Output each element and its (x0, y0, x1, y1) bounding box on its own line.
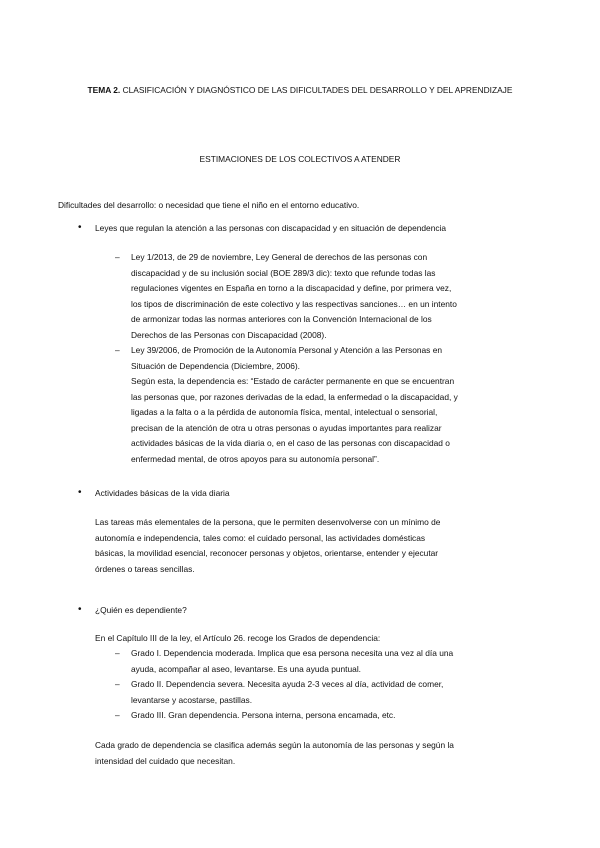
text-line: las personas que, por razones derivadas de la edad, la enfermedad o la discapacidad, y (131, 391, 458, 402)
bullet-icon: • (78, 487, 82, 498)
dash-icon: – (115, 252, 120, 262)
section-laws-heading: Leyes que regulan la atención a las personas con discapacidad y en situación de dependencia (95, 223, 447, 233)
text-line: básicas, la movilidad esencial, reconocer personas y objetos, orientarse, entender y ejecutar (95, 548, 439, 558)
text-line: enfermedad mental, de otros apoyos para su autonomía personal”. (131, 453, 380, 464)
text-line: ligadas a la falta o a la pérdida de autonomía física, mental, intelectual o sensorial, (131, 407, 438, 417)
grado-3-item (131, 708, 516, 724)
grado-1-item (131, 646, 516, 677)
dash-icon: – (115, 345, 120, 355)
text-line: ayuda, acompañar al aseo, levantarse. Es una ayuda puntual. (131, 663, 362, 674)
text-line: regulaciones vigentes en España en torno a la discapacidad y define, por primera vez, (131, 283, 452, 293)
text-line: actividades básicas de la vida diaria o, en el caso de las personas con discapacidad o (131, 438, 450, 448)
title-text: CLASIFICACIÓN Y DIAGNÓSTICO DE LAS DIFICULTADES DEL DESARROLLO Y DEL APRENDIZAJE (120, 85, 513, 95)
page-title (0, 83, 600, 99)
text-line: Ley 1/2013, de 29 de noviembre, Ley General de derechos de las personas con (131, 252, 428, 262)
text-line: precisan de la atención de otra u otras personas o ayudas importantes para realizar (131, 422, 442, 433)
text-line: autonomía e independencia, tales como: el cuidado personal, las actividades domésticas (95, 532, 426, 543)
text-line: Grado III. Gran dependencia. Persona interna, persona encamada, etc. (131, 710, 396, 720)
text-line: órdenes o tareas sencillas. (95, 563, 195, 574)
text-line: discapacidad y de su inclusión social (BOE 289/3 dic): texto que refunde todas las (131, 267, 436, 278)
bullet-icon: • (78, 222, 82, 233)
section-dependent-heading: ¿Quién es dependiente? (95, 605, 187, 615)
text-line: intensidad del cuidado que necesitan. (95, 755, 236, 766)
grado-2-item (131, 677, 516, 708)
text-line: de armonizar todas las normas anteriores con la Convención Internacional de los (131, 314, 432, 324)
law-item-2013 (131, 250, 516, 343)
text-line: Grado I. Dependencia moderada. Implica que esa persona necesita una vez al día una (131, 648, 454, 658)
text-line: levantarse y acostarse, pastillas. (131, 694, 253, 705)
bullet-icon: • (78, 604, 82, 615)
text-line: Ley 39/2006, de Promoción de la Autonomía Personal y Atención a las Personas en (131, 345, 443, 355)
text-line: los tipos de discriminación de este colectivo y las respectivas sanciones… en un intento (131, 298, 457, 309)
dependency-intro: En el Capítulo III de la ley, el Artículo 26. recoge los Grados de dependencia: (95, 633, 381, 643)
closing-paragraph (95, 738, 555, 769)
section-subtitle: ESTIMACIONES DE LOS COLECTIVOS A ATENDER (199, 154, 401, 164)
section-activities-heading: Actividades básicas de la vida diaria (95, 488, 230, 498)
text-line: Las tareas más elementales de la persona, que le permiten desenvolverse con un mínimo de (95, 517, 441, 527)
dash-icon: – (115, 648, 120, 658)
text-line: Situación de Dependencia (Diciembre, 2006). (131, 360, 300, 371)
dash-icon: – (115, 710, 120, 720)
title-number: TEMA 2. (87, 85, 121, 95)
law-item-2006 (131, 343, 516, 467)
text-line: Cada grado de dependencia se clasifica además según la autonomía de las personas y según la (95, 740, 454, 750)
dash-icon: – (115, 679, 120, 689)
text-line: Derechos de las Personas con Discapacidad (2008). (131, 329, 327, 340)
activities-paragraph (95, 515, 535, 577)
intro-paragraph: Dificultades del desarrollo: o necesidad que tiene el niño en el entorno educativo. (58, 200, 360, 210)
text-line: Según esta, la dependencia es: “Estado de carácter permanente en que se encuentran (131, 376, 455, 386)
text-line: Grado II. Dependencia severa. Necesita ayuda 2-3 veces al día, actividad de comer, (131, 679, 444, 689)
